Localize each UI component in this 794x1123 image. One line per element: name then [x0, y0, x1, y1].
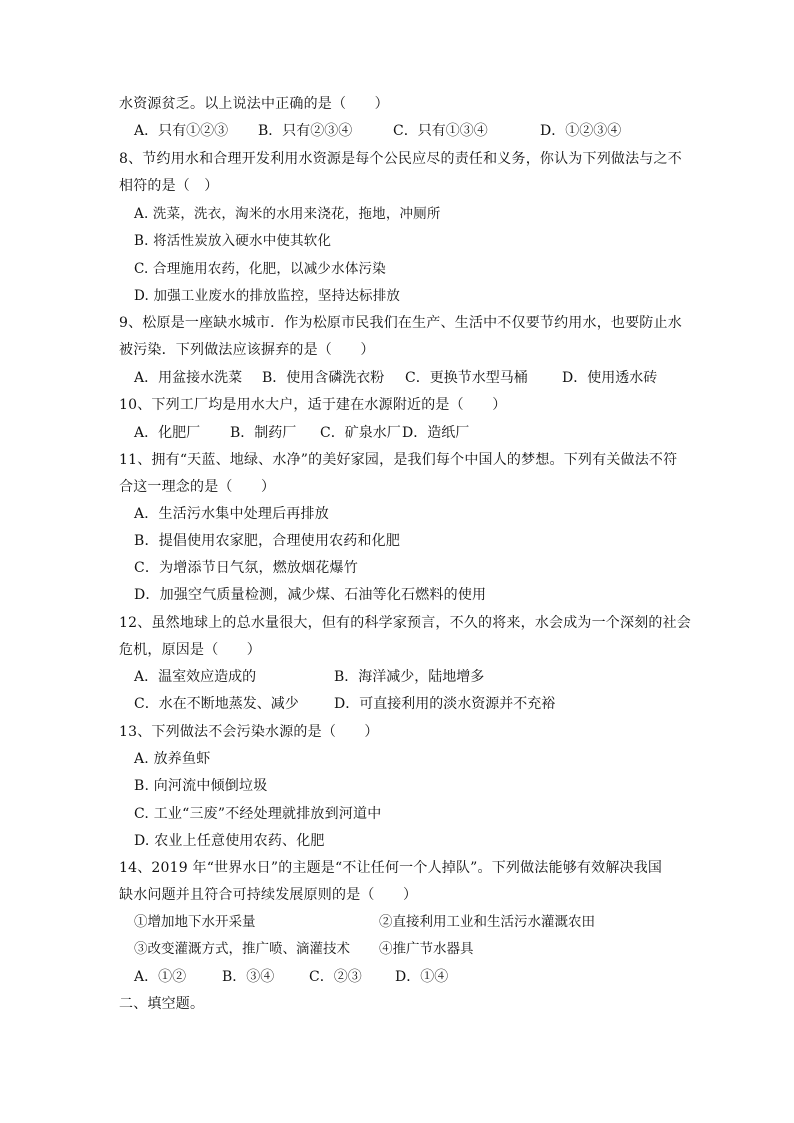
q14-option-d: D．①④ — [395, 969, 449, 985]
q11-option-d: D．加强空气质量检测，减少煤、石油等化石燃料的使用 — [134, 587, 487, 603]
q7-option-c: C．只有①③④ — [393, 123, 488, 139]
q9-stem-line1: 9、松原是一座缺水城市．作为松原市民我们在生产、生活中不仅要节约用水，也要防止水 — [119, 315, 682, 331]
q9-stem-line2: 被污染．下列做法应该摒弃的是（ ） — [119, 342, 375, 358]
q8-option-a: A. 洗菜，洗衣，淘米的水用来浇花，拖地，冲厕所 — [134, 206, 441, 222]
q14-option-a: A．①② — [134, 969, 187, 985]
q13-option-d: D. 农业上任意使用农药、化肥 — [134, 833, 325, 849]
q7-stem-tail: 水资源贫乏。以上说法中正确的是（ ） — [119, 96, 389, 112]
q13-option-c: C. 工业“三废”不经处理就排放到河道中 — [134, 806, 382, 822]
q13-stem: 13、下列做法不会污染水源的是（ ） — [119, 724, 379, 740]
q9-option-c: C．更换节水型马桶 — [405, 370, 528, 386]
q8-option-b: B. 将活性炭放入硬水中使其软化 — [134, 233, 332, 249]
q7-option-d: D．①②③④ — [540, 123, 622, 139]
q12-option-b: B．海洋减少，陆地增多 — [334, 669, 485, 685]
q14-statement-2: ②直接利用工业和生活污水灌溉农田 — [379, 914, 595, 930]
q14-statement-3: ③改变灌溉方式，推广喷、滴灌技术 — [134, 941, 350, 957]
q10-stem: 10、下列工厂均是用水大户，适于建在水源附近的是（ ） — [119, 397, 507, 413]
q9-option-d: D．使用透水砖 — [562, 370, 658, 386]
q12-option-d: D．可直接利用的淡水资源并不充裕 — [334, 696, 556, 712]
q13-option-b: B. 向河流中倾倒垃圾 — [134, 778, 268, 794]
q7-option-b: B．只有②③④ — [258, 123, 353, 139]
q14-statement-4: ④推广节水器具 — [379, 941, 474, 957]
q12-option-a: A．温室效应造成的 — [134, 669, 257, 685]
q9-option-b: B．使用含磷洗衣粉 — [262, 370, 385, 386]
q14-option-b: B．③④ — [222, 969, 275, 985]
q14-stem-line1: 14、2019 年“世界水日”的主题是“不让任何一个人掉队”。下列做法能够有效解决我国 — [119, 860, 663, 876]
q14-option-c: C．②③ — [309, 969, 362, 985]
section-heading-fill-in: 二、填空题。 — [119, 996, 205, 1012]
q12-stem-line2: 危机，原因是（ ） — [119, 642, 261, 658]
q10-option-b: B．制药厂 — [230, 425, 297, 441]
q11-option-b: B．提倡使用农家肥，合理使用农药和化肥 — [134, 533, 401, 549]
q10-option-c: C．矿泉水厂 — [320, 425, 401, 441]
q8-stem-line1: 8、节约用水和合理开发利用水资源是每个公民应尽的责任和义务，你认为下列做法与之不 — [119, 151, 682, 167]
q10-option-a: A．化肥厂 — [134, 425, 201, 441]
q11-stem-line1: 11、拥有“天蓝、地绿、水净”的美好家园，是我们每个中国人的梦想。下列有关做法不符 — [119, 452, 678, 468]
q13-option-a: A. 放养鱼虾 — [134, 751, 211, 767]
q10-option-d: D．造纸厂 — [402, 425, 470, 441]
q12-option-c: C．水在不断地蒸发、减少 — [134, 696, 299, 712]
q8-option-d: D. 加强工业废水的排放监控，坚持达标排放 — [134, 288, 401, 304]
q7-option-a: A．只有①②③ — [134, 123, 229, 139]
q11-option-a: A．生活污水集中处理后再排放 — [134, 506, 329, 522]
q11-option-c: C．为增添节日气氛，燃放烟花爆竹 — [134, 560, 358, 576]
q14-statement-1: ①增加地下水开采量 — [134, 914, 256, 930]
q8-stem-line2: 相符的是（ ） — [119, 178, 219, 194]
q9-option-a: A．用盆接水洗菜 — [134, 370, 243, 386]
q11-stem-line2: 合这一理念的是（ ） — [119, 479, 276, 495]
q12-stem-line1: 12、虽然地球上的总水量很大，但有的科学家预言，不久的将来，水会成为一个深刻的社会 — [119, 615, 692, 631]
q8-option-c: C. 合理施用农药，化肥，以减少水体污染 — [134, 261, 386, 277]
q14-stem-line2: 缺水问题并且符合可持续发展原则的是（ ） — [119, 887, 418, 903]
